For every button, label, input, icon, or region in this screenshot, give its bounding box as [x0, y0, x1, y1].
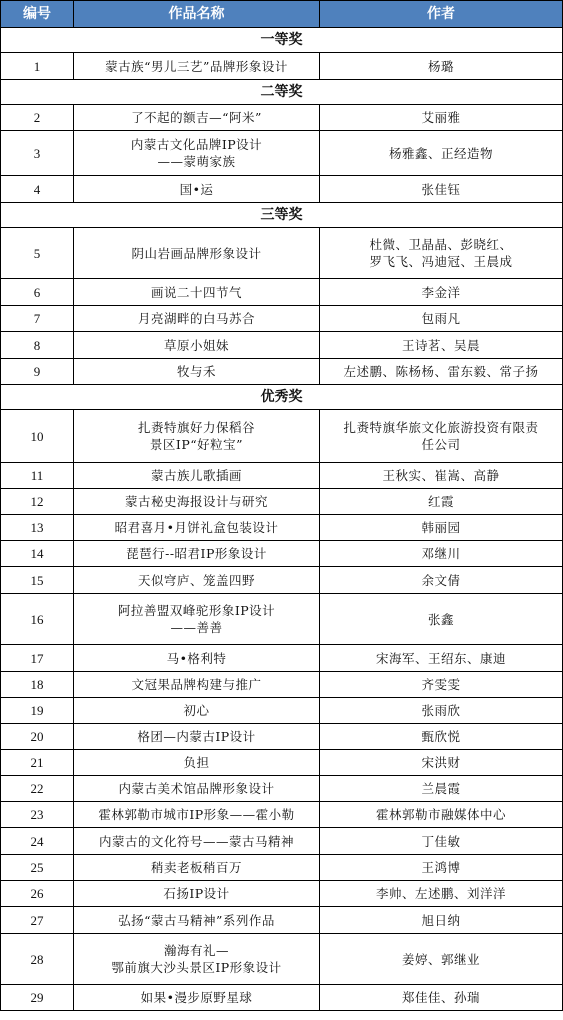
- entry-title: 琵琶行--昭君IP形象设计: [74, 541, 320, 567]
- column-header-author: 作者: [320, 1, 563, 28]
- section-title: 三等奖: [1, 203, 563, 228]
- entry-author: 张雨欣: [320, 698, 563, 724]
- entry-number: 3: [1, 131, 74, 176]
- entry-number: 23: [1, 802, 74, 828]
- entry-author: 扎赉特旗华旅文化旅游投资有限责 任公司: [320, 410, 563, 463]
- entry-title: 了不起的额吉—“阿米”: [74, 105, 320, 131]
- table-row: [1, 105, 563, 131]
- table-row: [1, 985, 563, 1011]
- entry-author: 张鑫: [320, 594, 563, 645]
- table-row: [1, 279, 563, 306]
- table-row: [1, 750, 563, 776]
- table-row: [1, 176, 563, 203]
- entry-author: 余文倩: [320, 567, 563, 594]
- table-row: [1, 907, 563, 934]
- entry-title: 阴山岩画品牌形象设计: [74, 228, 320, 279]
- entry-number: 1: [1, 53, 74, 80]
- entry-title: 马•格利特: [74, 645, 320, 672]
- entry-title: 瀚海有礼— 鄂前旗大沙头景区IP形象设计: [74, 934, 320, 985]
- section-title: 一等奖: [1, 28, 563, 53]
- table-row: [1, 934, 563, 985]
- table-row: [1, 855, 563, 881]
- table-row: [1, 881, 563, 907]
- entry-author: 杜微、卫晶晶、彭晓红、 罗飞飞、冯迪冠、王晨成: [320, 228, 563, 279]
- section-row: [1, 80, 563, 105]
- entry-title: 国•运: [74, 176, 320, 203]
- entry-number: 27: [1, 907, 74, 934]
- entry-number: 9: [1, 359, 74, 385]
- entry-number: 11: [1, 463, 74, 489]
- entry-title: 稍卖老板稍百万: [74, 855, 320, 881]
- table-row: [1, 594, 563, 645]
- entry-author: 王诗茗、吴晨: [320, 332, 563, 359]
- table-row: [1, 724, 563, 750]
- entry-title: 初心: [74, 698, 320, 724]
- entry-title: 霍林郭勒市城市IP形象——霍小勒: [74, 802, 320, 828]
- entry-title: 内蒙古文化品牌IP设计 ——蒙萌家族: [74, 131, 320, 176]
- entry-author: 左述鹏、陈杨杨、雷东毅、常子扬: [320, 359, 563, 385]
- entry-number: 12: [1, 489, 74, 515]
- entry-number: 13: [1, 515, 74, 541]
- entry-number: 25: [1, 855, 74, 881]
- entry-number: 20: [1, 724, 74, 750]
- table-row: [1, 698, 563, 724]
- table-row: [1, 541, 563, 567]
- entry-title: 画说二十四节气: [74, 279, 320, 306]
- entry-number: 14: [1, 541, 74, 567]
- entry-author: 甄欣悦: [320, 724, 563, 750]
- entry-title: 蒙古秘史海报设计与研究: [74, 489, 320, 515]
- entry-number: 22: [1, 776, 74, 802]
- entry-author: 包雨凡: [320, 306, 563, 332]
- table-header: [1, 1, 563, 28]
- entry-number: 26: [1, 881, 74, 907]
- entry-author: 丁佳敏: [320, 828, 563, 855]
- entry-author: 王鸿博: [320, 855, 563, 881]
- entry-title: 昭君喜月•月饼礼盒包装设计: [74, 515, 320, 541]
- table-row: [1, 463, 563, 489]
- entry-author: 宋洪财: [320, 750, 563, 776]
- entry-author: 艾丽雅: [320, 105, 563, 131]
- section-row: [1, 203, 563, 228]
- entry-title: 文冠果品牌构建与推广: [74, 672, 320, 698]
- entry-number: 4: [1, 176, 74, 203]
- entry-author: 杨雅鑫、正经造物: [320, 131, 563, 176]
- entry-title: 负担: [74, 750, 320, 776]
- entry-title: 弘扬“蒙古马精神”系列作品: [74, 907, 320, 934]
- entry-number: 24: [1, 828, 74, 855]
- entry-number: 2: [1, 105, 74, 131]
- entry-author: 杨璐: [320, 53, 563, 80]
- header-row: [1, 1, 563, 28]
- table-row: [1, 131, 563, 176]
- entry-title: 草原小姐妹: [74, 332, 320, 359]
- entry-author: 齐雯雯: [320, 672, 563, 698]
- entry-title: 月亮湖畔的白马苏合: [74, 306, 320, 332]
- table-row: [1, 53, 563, 80]
- entry-author: 兰晨霞: [320, 776, 563, 802]
- entry-author: 王秋实、崔嵩、高静: [320, 463, 563, 489]
- entry-author: 霍林郭勒市融媒体中心: [320, 802, 563, 828]
- section-title: 优秀奖: [1, 385, 563, 410]
- entry-author: 旭日纳: [320, 907, 563, 934]
- entry-title: 格团—内蒙古IP设计: [74, 724, 320, 750]
- entry-title: 如果•漫步原野星球: [74, 985, 320, 1011]
- entry-number: 29: [1, 985, 74, 1011]
- section-row: [1, 385, 563, 410]
- entry-number: 5: [1, 228, 74, 279]
- table-row: [1, 645, 563, 672]
- entry-number: 17: [1, 645, 74, 672]
- entry-author: 姜婷、郭继业: [320, 934, 563, 985]
- entry-number: 15: [1, 567, 74, 594]
- entry-author: 韩丽园: [320, 515, 563, 541]
- entry-number: 28: [1, 934, 74, 985]
- entry-title: 天似穹庐、笼盖四野: [74, 567, 320, 594]
- entry-title: 石扬IP设计: [74, 881, 320, 907]
- entry-number: 8: [1, 332, 74, 359]
- table-body: [1, 28, 563, 1011]
- entry-number: 19: [1, 698, 74, 724]
- column-header-title: 作品名称: [74, 1, 320, 28]
- entry-author: 张佳钰: [320, 176, 563, 203]
- entry-author: 李金洋: [320, 279, 563, 306]
- table-row: [1, 672, 563, 698]
- column-header-number: 编号: [1, 1, 74, 28]
- entry-title: 内蒙古的文化符号——蒙古马精神: [74, 828, 320, 855]
- table-row: [1, 489, 563, 515]
- table-row: [1, 228, 563, 279]
- table-row: [1, 776, 563, 802]
- entry-title: 阿拉善盟双峰驼形象IP设计 ——善善: [74, 594, 320, 645]
- entry-author: 红霞: [320, 489, 563, 515]
- entry-number: 10: [1, 410, 74, 463]
- entry-author: 宋海军、王绍东、康迪: [320, 645, 563, 672]
- entry-title: 内蒙古美术馆品牌形象设计: [74, 776, 320, 802]
- table-row: [1, 567, 563, 594]
- table-row: [1, 828, 563, 855]
- entry-number: 21: [1, 750, 74, 776]
- entry-title: 扎赉特旗好力保稻谷 景区IP“好粒宝”: [74, 410, 320, 463]
- table-row: [1, 410, 563, 463]
- section-row: [1, 28, 563, 53]
- entry-title: 蒙古族儿歌插画: [74, 463, 320, 489]
- entry-author: 邓继川: [320, 541, 563, 567]
- entry-title: 牧与禾: [74, 359, 320, 385]
- table-row: [1, 515, 563, 541]
- entry-number: 16: [1, 594, 74, 645]
- table-row: [1, 802, 563, 828]
- entry-number: 6: [1, 279, 74, 306]
- entry-title: 蒙古族“男儿三艺”品牌形象设计: [74, 53, 320, 80]
- section-title: 二等奖: [1, 80, 563, 105]
- table-row: [1, 359, 563, 385]
- entry-number: 7: [1, 306, 74, 332]
- entry-author: 李帅、左述鹏、刘洋洋: [320, 881, 563, 907]
- table-row: [1, 332, 563, 359]
- entry-author: 郑佳佳、孙瑞: [320, 985, 563, 1011]
- entry-number: 18: [1, 672, 74, 698]
- table-row: [1, 306, 563, 332]
